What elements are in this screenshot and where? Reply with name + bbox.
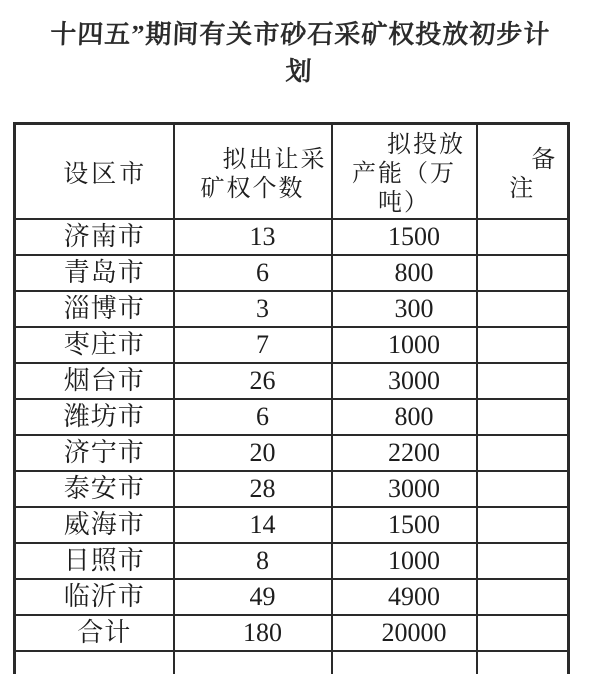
title-line-1: 十四五”期间有关市砂石采矿权投放初步计 [49,20,551,49]
city-label: 威海市 [63,510,145,539]
city-label: 济南市 [63,222,145,251]
cell-remark [477,291,569,327]
capacity-value: 3000 [388,366,440,395]
cell-capacity [332,363,477,399]
header-cell-remark [477,124,569,220]
capacity-value: 4900 [388,582,440,611]
cell-remark [477,219,569,255]
cell-city [15,615,174,651]
table-body [15,219,569,674]
header-city-label: 设区市 [63,160,148,188]
cell-city [15,435,174,471]
cell-city [15,651,174,674]
cell-capacity [332,579,477,615]
count-value: 8 [256,546,269,575]
capacity-value: 1500 [388,510,440,539]
count-value: 49 [249,582,276,611]
header-count-line1: 拟出让采 [222,146,327,173]
cell-remark [477,435,569,471]
count-value: 28 [249,474,276,503]
count-value: 180 [243,618,282,647]
table-row [15,579,569,615]
table-row [15,471,569,507]
document-title [0,0,600,90]
capacity-value: 1500 [388,222,440,251]
cell-count [174,471,332,507]
capacity-value: 2200 [388,438,440,467]
capacity-value: 800 [394,258,434,287]
table-header-row [15,124,569,220]
cell-city [15,291,174,327]
cell-count [174,291,332,327]
table-row [15,435,569,471]
city-label: 烟台市 [63,366,145,395]
count-value: 6 [256,258,269,287]
mining-rights-table [13,122,570,674]
cell-city [15,255,174,291]
table-row [15,291,569,327]
city-label: 临沂市 [63,582,145,611]
header-remark-line2: 注 [509,175,536,202]
table-row [15,327,569,363]
header-cell-city [15,124,174,220]
cell-remark [477,579,569,615]
capacity-value: 1000 [388,330,440,359]
cell-capacity [332,471,477,507]
city-label: 枣庄市 [63,330,145,359]
capacity-value: 3000 [388,474,440,503]
table-row [15,543,569,579]
cell-capacity [332,615,477,651]
cell-capacity [332,435,477,471]
cell-city [15,507,174,543]
city-label: 淄博市 [63,294,145,323]
cell-capacity [332,399,477,435]
cell-city [15,363,174,399]
cell-city [15,399,174,435]
cell-count [174,219,332,255]
city-label: 济宁市 [63,438,145,467]
cell-count [174,435,332,471]
table-row [15,651,569,674]
cell-remark [477,471,569,507]
city-label: 日照市 [63,546,145,575]
table-row [15,507,569,543]
cell-count [174,327,332,363]
header-remark-line1: 备 [531,146,558,173]
cell-remark [477,363,569,399]
cell-city [15,579,174,615]
cell-remark [477,255,569,291]
city-label: 潍坊市 [63,402,145,431]
cell-city [15,327,174,363]
city-label: 青岛市 [63,258,145,287]
table-row [15,363,569,399]
count-value: 3 [256,294,269,323]
count-value: 6 [256,402,269,431]
city-label: 合计 [77,618,132,647]
cell-city [15,543,174,579]
count-value: 26 [249,366,276,395]
cell-remark [477,327,569,363]
city-label: 泰安市 [63,474,145,503]
cell-capacity [332,291,477,327]
table-container [13,122,570,674]
cell-remark [477,507,569,543]
count-value: 14 [249,510,276,539]
count-value: 13 [249,222,276,251]
cell-capacity [332,651,477,674]
cell-count [174,579,332,615]
table-row [15,255,569,291]
header-cell-capacity [332,124,477,220]
cell-count [174,543,332,579]
header-capacity-line1: 拟投放 [387,132,465,158]
table-row [15,615,569,651]
cell-capacity [332,255,477,291]
table-row [15,219,569,255]
cell-remark [477,615,569,651]
capacity-value: 20000 [381,618,447,647]
cell-count [174,507,332,543]
cell-count [174,255,332,291]
count-value: 20 [249,438,276,467]
count-value: 7 [256,330,269,359]
cell-city [15,471,174,507]
cell-count [174,399,332,435]
capacity-value: 1000 [388,546,440,575]
cell-capacity [332,507,477,543]
header-cell-count [174,124,332,220]
cell-capacity [332,327,477,363]
capacity-value: 300 [394,294,434,323]
table-row [15,399,569,435]
cell-remark [477,543,569,579]
cell-capacity [332,543,477,579]
cell-count [174,363,332,399]
cell-capacity [332,219,477,255]
cell-count [174,651,332,674]
cell-count [174,615,332,651]
cell-city [15,219,174,255]
title-line-2: 划 [285,57,314,86]
header-count-line2: 矿权个数 [200,175,305,202]
cell-remark [477,651,569,674]
header-capacity-line2: 产能（万吨） [352,161,456,216]
capacity-value: 800 [394,402,434,431]
cell-remark [477,399,569,435]
